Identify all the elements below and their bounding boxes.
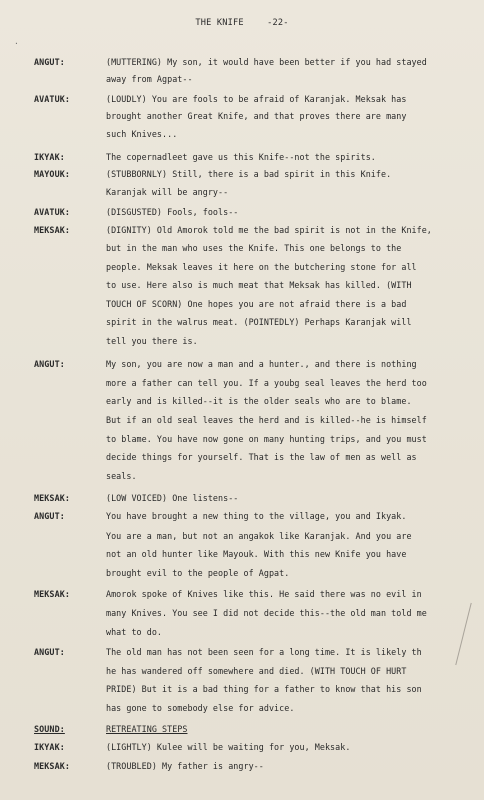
dialogue-line: early and is killed--it is the older seals who are to blame. xyxy=(106,396,412,406)
dialogue-line: not an old hunter like Mayouk. With this new Knife you have xyxy=(106,549,407,559)
margin-dot: · xyxy=(14,39,19,48)
dialogue-line: such Knives... xyxy=(106,129,178,139)
dialogue-line: The copernadleet gave us this Knife--not the spirits. xyxy=(106,152,376,162)
dialogue-line: seals. xyxy=(106,471,137,481)
dialogue-line: decide things for yourself. That is the law of men as well as xyxy=(106,452,417,462)
speaker-label: ANGUT: xyxy=(34,647,65,657)
dialogue-line: (TROUBLED) My father is angry-- xyxy=(106,761,264,771)
dialogue-line: (STUBBORNLY) Still, there is a bad spirit in this Knife. xyxy=(106,169,392,179)
speaker-label: IKYAK: xyxy=(34,742,65,752)
speaker-label: ANGUT: xyxy=(34,57,65,67)
dialogue-line: (DIGNITY) Old Amorok told me the bad spirit is not in the Knife, xyxy=(106,225,432,235)
dialogue-line: The old man has not been seen for a long time. It is likely th xyxy=(106,647,422,657)
dialogue-line: PRIDE) But it is a bad thing for a father to know that his son xyxy=(106,684,422,694)
dialogue-line: but in the man who uses the Knife. This one belongs to the xyxy=(106,243,402,253)
speaker-label: MAYOUK: xyxy=(34,169,70,179)
dialogue-line: brought evil to the people of Agpat. xyxy=(106,568,290,578)
dialogue-line: My son, you are now a man and a hunter., and there is nothing xyxy=(106,359,417,369)
speaker-label: MEKSAK: xyxy=(34,761,70,771)
dialogue-line: You have brought a new thing to the village, you and Ikyak. xyxy=(106,511,407,521)
script-title: THE KNIFE xyxy=(195,18,244,28)
dialogue-line: TOUCH OF SCORN) One hopes you are not afraid there is a bad xyxy=(106,299,407,309)
dialogue-line: what to do. xyxy=(106,627,163,637)
dialogue-line: Karanjak will be angry-- xyxy=(106,187,229,197)
dialogue-line: (LOUDLY) You are fools to be afraid of Karanjak. Meksak has xyxy=(106,94,407,104)
dialogue-line: tell you there is. xyxy=(106,336,198,346)
speaker-label: ANGUT: xyxy=(34,511,65,521)
dialogue-line: RETREATING STEPS xyxy=(106,724,188,734)
dialogue-line: brought another Great Knife, and that proves there are many xyxy=(106,111,407,121)
speaker-label: AVATUK: xyxy=(34,94,70,104)
dialogue-line: But if an old seal leaves the herd and is killed--he is himself xyxy=(106,415,427,425)
dialogue-line: You are a man, but not an angakok like Karanjak. And you are xyxy=(106,531,412,541)
page-number: -22- xyxy=(267,18,289,28)
dialogue-line: (MUTTERING) My son, it would have been better if you had stayed xyxy=(106,57,427,67)
dialogue-line: he has wandered off somewhere and died. (WITH TOUCH OF HURT xyxy=(106,666,407,676)
speaker-label: MEKSAK: xyxy=(34,225,70,235)
dialogue-line: to use. Here also is much meat that Meksak has killed. (WITH xyxy=(106,280,412,290)
dialogue-line: many Knives. You see I did not decide this--the old man told me xyxy=(106,608,427,618)
dialogue-line: (DISGUSTED) Fools, fools-- xyxy=(106,207,239,217)
speaker-label: MEKSAK: xyxy=(34,589,70,599)
dialogue-line: spirit in the walrus meat. (POINTEDLY) Perhaps Karanjak will xyxy=(106,317,412,327)
dialogue-line: has gone to somebody else for advice. xyxy=(106,703,295,713)
dialogue-line: away from Agpat-- xyxy=(106,74,193,84)
dialogue-line: (LOW VOICED) One listens-- xyxy=(106,493,239,503)
speaker-label: MEKSAK: xyxy=(34,493,70,503)
dialogue-line: (LIGHTLY) Kulee will be waiting for you, Meksak. xyxy=(106,742,351,752)
speaker-label: AVATUK: xyxy=(34,207,70,217)
dialogue-line: to blame. You have now gone on many hunting trips, and you must xyxy=(106,434,427,444)
speaker-label: IKYAK: xyxy=(34,152,65,162)
dialogue-line: more a father can tell you. If a youbg seal leaves the herd too xyxy=(106,378,427,388)
speaker-label: SOUND: xyxy=(34,724,65,734)
page-header xyxy=(0,18,484,28)
dialogue-line: Amorok spoke of Knives like this. He said there was no evil in xyxy=(106,589,422,599)
dialogue-line: people. Meksak leaves it here on the butchering stone for all xyxy=(106,262,417,272)
margin-pen-stroke xyxy=(455,603,471,665)
speaker-label: ANGUT: xyxy=(34,359,65,369)
